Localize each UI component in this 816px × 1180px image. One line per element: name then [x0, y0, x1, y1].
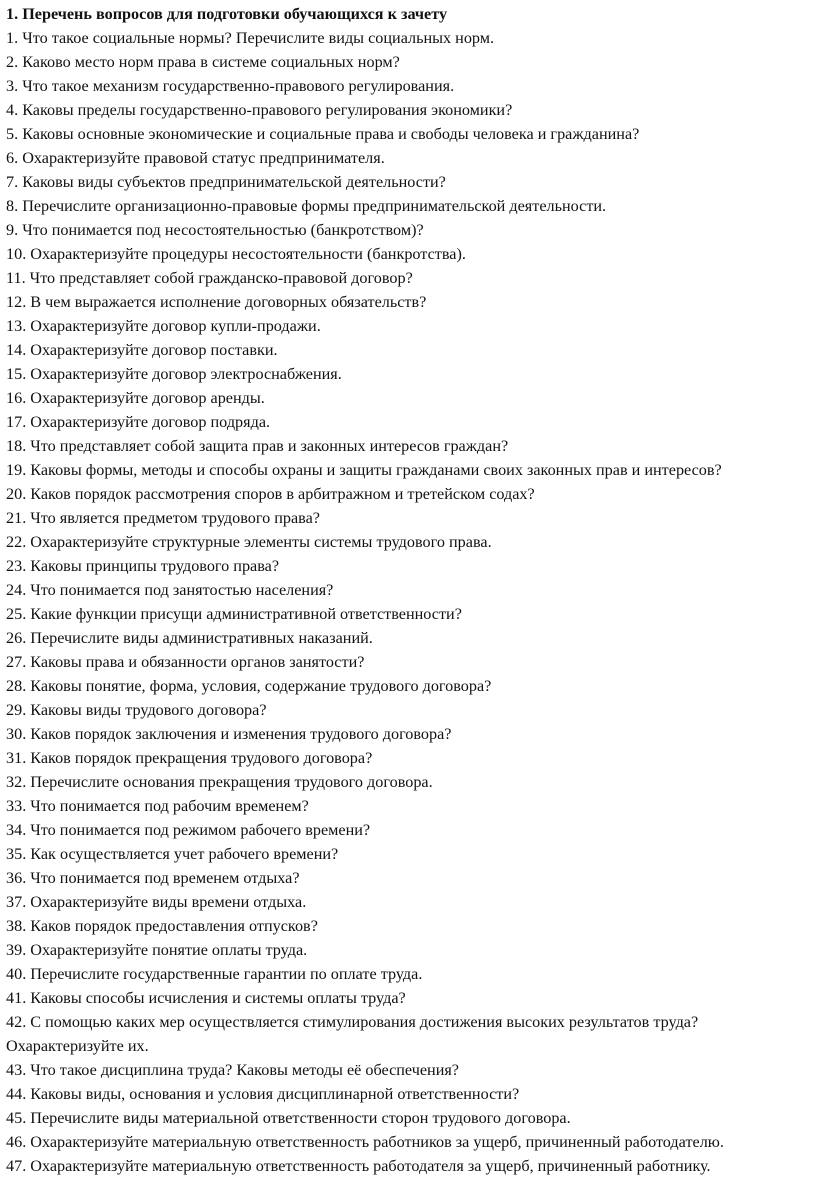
question-item: 31. Каков порядок прекращения трудового договора? — [6, 749, 373, 767]
question-item: 17. Охарактеризуйте договор подряда. — [6, 413, 271, 431]
question-item: 44. Каковы виды, основания и условия дисциплинарной ответственности? — [6, 1085, 520, 1103]
question-item: 25. Какие функции присущи административной ответственности? — [6, 605, 462, 623]
question-item: 6. Охарактеризуйте правовой статус предпринимателя. — [6, 149, 385, 167]
question-item: 33. Что понимается под рабочим временем? — [6, 797, 309, 815]
question-42-line1: 42. С помощью каких мер осуществляется стимулирования достижения высоких результатов труда? — [6, 1013, 699, 1031]
question-item: 35. Как осуществляется учет рабочего времени? — [6, 845, 339, 863]
question-item: 9. Что понимается под несостоятельностью (банкротством)? — [6, 221, 424, 239]
question-item: 34. Что понимается под режимом рабочего времени? — [6, 821, 371, 839]
question-item: 23. Каковы принципы трудового права? — [6, 557, 280, 575]
question-item: 24. Что понимается под занятостью населения? — [6, 581, 334, 599]
question-item: 37. Охарактеризуйте виды времени отдыха. — [6, 893, 307, 911]
question-item: 8. Перечислите организационно-правовые формы предпринимательской деятельности. — [6, 197, 607, 215]
question-item: 1. Что такое социальные нормы? Перечислите виды социальных норм. — [6, 29, 495, 47]
question-item: 13. Охарактеризуйте договор купли-продажи. — [6, 317, 321, 335]
question-item: 19. Каковы формы, методы и способы охраны и защиты гражданами своих законных прав и интересов? — [6, 461, 722, 479]
document-heading: 1. Перечень вопросов для подготовки обучающихся к зачету — [6, 5, 448, 23]
question-item: 21. Что является предметом трудового права? — [6, 509, 320, 527]
question-item: 46. Охарактеризуйте материальную ответственность работников за ущерб, причиненный работодателю. — [6, 1133, 724, 1151]
question-item: 32. Перечислите основания прекращения трудового договора. — [6, 773, 433, 791]
question-item: 43. Что такое дисциплина труда? Каковы методы её обеспечения? — [6, 1061, 459, 1079]
question-42-line2: Охарактеризуйте их. — [6, 1037, 149, 1055]
question-item: 47. Охарактеризуйте материальную ответственность работодателя за ущерб, причиненный работнику. — [6, 1157, 711, 1175]
question-item: 11. Что представляет собой гражданско-правовой договор? — [6, 269, 413, 287]
document-page — [6, 2, 816, 1178]
question-item: 5. Каковы основные экономические и социальные права и свободы человека и гражданина? — [6, 125, 640, 143]
question-item: 29. Каковы виды трудового договора? — [6, 701, 267, 719]
question-item: 41. Каковы способы исчисления и системы оплаты труда? — [6, 989, 406, 1007]
question-item: 12. В чем выражается исполнение договорных обязательств? — [6, 293, 427, 311]
question-item: 38. Каков порядок предоставления отпусков? — [6, 917, 318, 935]
question-item: 45. Перечислите виды материальной ответственности сторон трудового договора. — [6, 1109, 571, 1127]
question-item: 40. Перечислите государственные гарантии по оплате труда. — [6, 965, 423, 983]
question-item: 10. Охарактеризуйте процедуры несостоятельности (банкротства). — [6, 245, 466, 263]
question-item: 7. Каковы виды субъектов предпринимательской деятельности? — [6, 173, 446, 191]
question-item: 14. Охарактеризуйте договор поставки. — [6, 341, 278, 359]
question-item: 3. Что такое механизм государственно-правового регулирования. — [6, 77, 455, 95]
question-item: 39. Охарактеризуйте понятие оплаты труда. — [6, 941, 308, 959]
question-item: 18. Что представляет собой защита прав и законных интересов граждан? — [6, 437, 509, 455]
question-item: 15. Охарактеризуйте договор электроснабжения. — [6, 365, 342, 383]
question-item: 30. Каков порядок заключения и изменения трудового договора? — [6, 725, 452, 743]
question-item: 26. Перечислите виды административных наказаний. — [6, 629, 373, 647]
question-item: 2. Каково место норм права в системе социальных норм? — [6, 53, 400, 71]
questions-tail-list — [6, 1058, 816, 1178]
question-item: 20. Каков порядок рассмотрения споров в арбитражном и третейском содах? — [6, 485, 535, 503]
question-item: 22. Охарактеризуйте структурные элементы системы трудового права. — [6, 533, 492, 551]
questions-list — [6, 26, 816, 1010]
question-item: 4. Каковы пределы государственно-правового регулирования экономики? — [6, 101, 513, 119]
question-item: 36. Что понимается под временем отдыха? — [6, 869, 300, 887]
question-item-42 — [6, 1010, 816, 1058]
question-item: 28. Каковы понятие, форма, условия, содержание трудового договора? — [6, 677, 492, 695]
question-item: 16. Охарактеризуйте договор аренды. — [6, 389, 265, 407]
question-item: 27. Каковы права и обязанности органов занятости? — [6, 653, 365, 671]
